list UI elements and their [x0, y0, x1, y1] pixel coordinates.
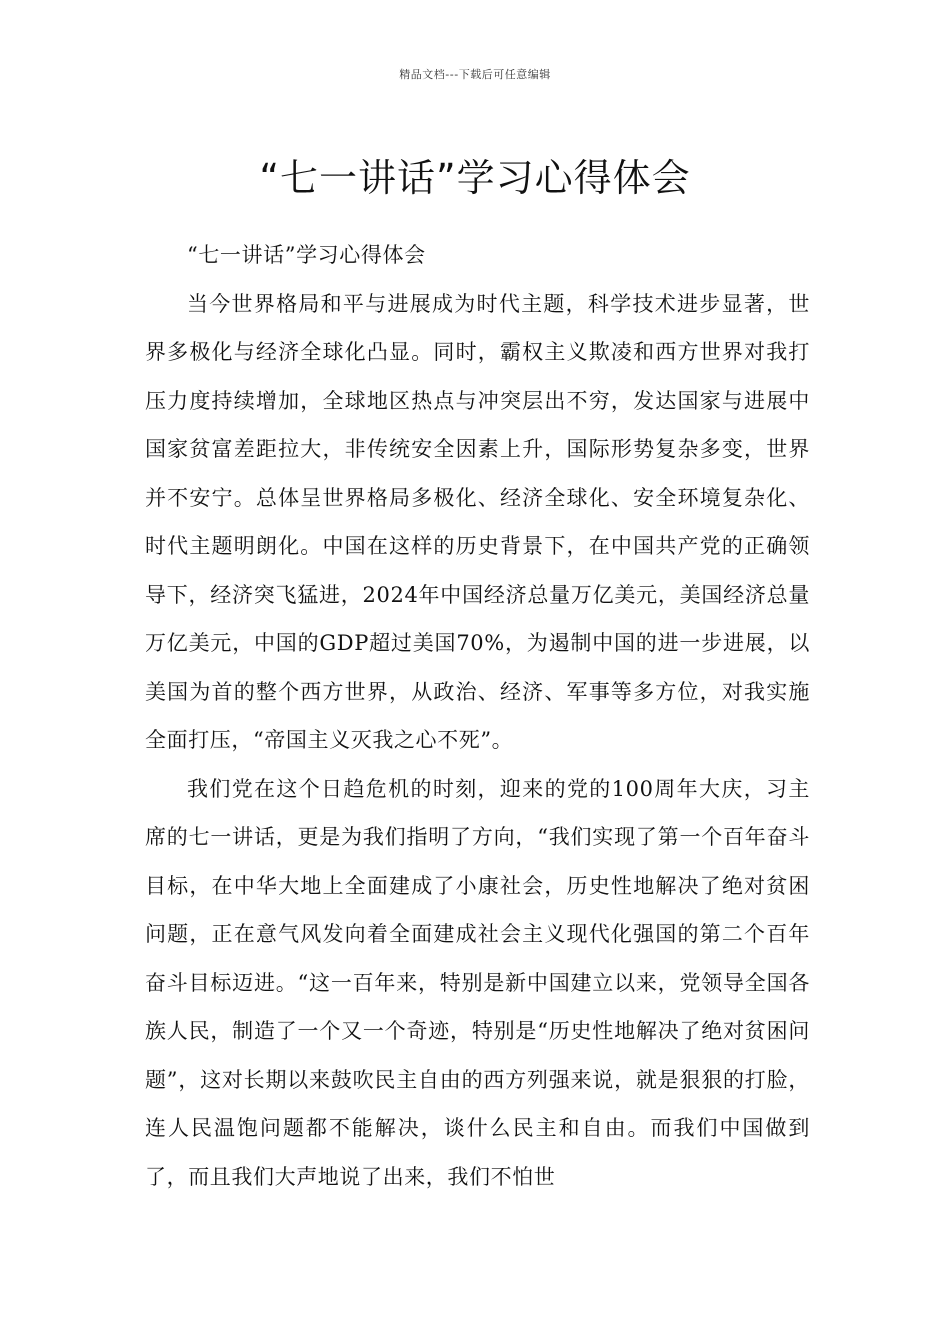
- paragraph: 当今世界格局和平与进展成为时代主题，科学技术进步显著，世界多极化与经济全球化凸显。同时，霸权主义欺凌和西方世界对我打压力度持续增加，全球地区热点与冲突层出不穷，发达国家与进展中国家贫富差距拉大，非传统安全因素上升，国际形势复杂多变，世界并不安宁。总体呈世界格局多极化、经济全球化、安全环境复杂化、时代主题明朗化。中国在这样的历史背景下，在中国共产党的正确领导下，经济突飞猛进，2024年中国经济总量万亿美元，美国经济总量万亿美元，中国的GDP超过美国70%，为遏制中国的进一步进展，以美国为首的整个西方世界，从政治、经济、军事等多方位，对我实施全面打压，“帝国主义灭我之心不死”。: [145, 291, 810, 752]
- paragraph: 我们党在这个日趋危机的时刻，迎来的党的100周年大庆，习主席的七一讲话，更是为我们指明了方向，“我们实现了第一个百年奋斗目标，在中华大地上全面建成了小康社会，历史性地解决了绝对贫困问题，正在意气风发向着全面建成社会主义现代化强国的第二个百年奋斗目标迈进。“这一百年来，特别是新中国建立以来，党领导全国各族人民，制造了一个又一个奇迹，特别是“历史性地解决了绝对贫困问题”，这对长期以来鼓吹民主自由的西方列强来说，就是狠狠的打脸，连人民温饱问题都不能解决，谈什么民主和自由。而我们中国做到了，而且我们大声地说了出来，我们不怕世: [145, 776, 810, 1189]
- document-body: [145, 231, 810, 1201]
- paragraph-subtitle: “七一讲话”学习心得体会: [187, 243, 426, 267]
- document-title: “七一讲话”学习心得体会: [259, 156, 691, 201]
- page-header-note: 精品文档---下载后可任意编辑: [399, 68, 551, 81]
